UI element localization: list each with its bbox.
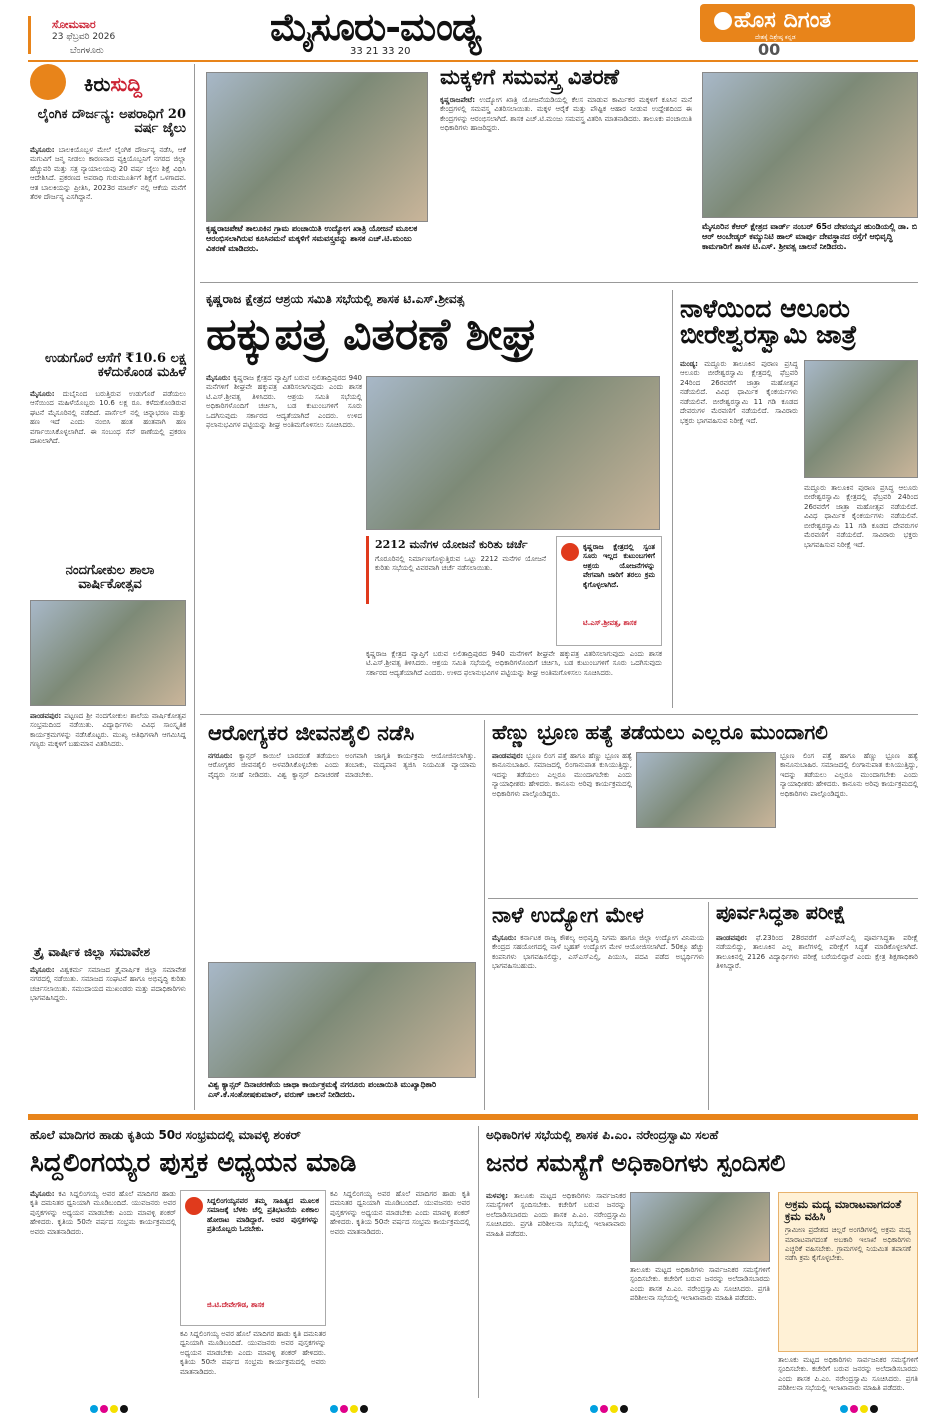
magenta-dot: [600, 1405, 608, 1413]
uniform-distribution-photo: [206, 72, 428, 222]
officials-meeting-photo: [630, 1192, 770, 1262]
story-body-continued: [804, 484, 918, 706]
dateline: ಕೃಷ್ಣರಾಜಪೇಟೆ:: [440, 96, 476, 104]
story-headline[interactable]: ಆರೋಗ್ಯಕರ ಜೀವನಶೈಲಿ ನಡೆಸಿ: [208, 720, 415, 745]
temple-photo: [804, 360, 918, 478]
story-body: [680, 360, 798, 706]
photo-caption: ಮೈಸೂರಿನ ಕೆಆರ್ ಕ್ಷೇತ್ರದ ವಾರ್ಡ್ ನಂಬರ್ 65ರ ದೇವಯ್ಯನ ಹುಂಡಿಯಲ್ಲಿ ಡಾ. ಬಿ ಆರ್ ಅಂಬೇಡ್ಕರ್ ಕಮ್ಯುನಿಟಿ ಹಾಲ್ ಮಾರ್ಪು ದೇವಸ್ಥಾನದ ರಸ್ತೆಗೆ ಆಭಿವೃದ್ಧಿ ಕಾಮಗಾರಿಗೆ ಶಾಸಕ ಟಿ.ಎಸ್. ಶ್ರೀವತ್ಸ ಚಾಲನೆ ನೀಡಿದರು.: [702, 222, 918, 251]
story-body: [206, 374, 362, 704]
story-text: ಫೆ.23ರಿಂದ 28ರವರೆಗೆ ಎಸ್ಎಸ್ಎಲ್ಸಿ ಪೂರ್ವಸಿದ್ಧತಾ ಪರೀಕ್ಷೆ ನಡೆಯಲಿದ್ದು, ತಾಲೂಕಿನ ಎಲ್ಲ ಶಾಲೆಗಳಲ್ಲಿ ಪರೀಕ್ಷೆಗೆ ಸಿದ್ಧತೆ ಮಾಡಿಕೊಳ್ಳಲಾಗಿದೆ. ತಾಲೂಕಿನಲ್ಲಿ 2126 ವಿದ್ಯಾರ್ಥಿಗಳು ಪರೀಕ್ಷೆ ಬರೆಯಲಿದ್ದಾರೆ ಎಂದು ಕ್ಷೇತ್ರ ಶಿಕ್ಷಣಾಧಿಕಾರಿ ತಿಳಿಸಿದ್ದಾರೆ.: [716, 934, 918, 971]
story-text: ಕೃಷ್ಣರಾಜ ಕ್ಷೇತ್ರದ ವ್ಯಾಪ್ತಿಗೆ ಬರುವ ಲಲಿತಾದ್ರಿಪುರದ 940 ಮನೆಗಳಿಗೆ ಶೀಘ್ರವೇ ಹಕ್ಕುಪತ್ರ ವಿತರಿಸಲಾಗುವುದು ಎಂದು ಶಾಸಕ ಟಿ.ಎಸ್.ಶ್ರೀವತ್ಸ ತಿಳಿಸಿದರು. ಆಶ್ರಯ ಸಮಿತಿ ಸಭೆಯಲ್ಲಿ ಅಧಿಕಾರಿಗಳೊಂದಿಗೆ ಚರ್ಚಿಸಿ, ಬಡ ಕುಟುಂಬಗಳಿಗೆ ಸೂರು ಒದಗಿಸುವುದು ಸರ್ಕಾರದ ಆದ್ಯತೆಯಾಗಿದೆ ಎಂದರು. ಉಳಿದ ಫಲಾನುಭವಿಗಳ ಪಟ್ಟಿಯನ್ನು ಶೀಘ್ರ ಅಂತಿಮಗೊಳಿಸಲು ಸೂಚಿಸಿದರು.: [366, 650, 662, 677]
black-dot: [120, 1405, 128, 1413]
story-body: [30, 1190, 176, 1396]
story-body: [486, 1192, 626, 1396]
section-divider: [488, 898, 918, 899]
cyan-dot: [90, 1405, 98, 1413]
column-divider: [708, 902, 709, 1110]
story-text: ತಾಲೂಕು ಮಟ್ಟದ ಅಧಿಕಾರಿಗಳು ಸಾರ್ವಜನಿಕರ ಸಮಸ್ಯೆಗಳಿಗೆ ಸ್ಪಂದಿಸಬೇಕು. ಕಚೇರಿಗೆ ಬರುವ ಜನರನ್ನು ಅಲೆದಾಡಿಸಬಾರದು ಎಂದು ಶಾಸಕ ಪಿ.ಎಂ. ನರೇಂದ್ರಸ್ವಾಮಿ ಸೂಚಿಸಿದರು. ಪ್ರಗತಿ ಪರಿಶೀಲನಾ ಸಭೆಯಲ್ಲಿ ಇಲಾಖಾವಾರು ಮಾಹಿತಿ ಪಡೆದರು.: [486, 1192, 626, 1238]
registration-marks: [590, 1405, 630, 1416]
story-body: [30, 146, 186, 346]
header-rule: [28, 60, 918, 62]
dateline: ಪಾಂಡವಪುರ:: [492, 752, 524, 760]
awareness-photo: [636, 752, 776, 828]
highlight-box: [366, 536, 552, 604]
story-body: [30, 712, 186, 942]
story-text: ಕವಿ ಸಿದ್ದಲಿಂಗಯ್ಯ ಅವರ ಹೊಲೆ ಮಾದಿಗರ ಹಾಡು ಕೃತಿ ದಮನಿತರ ಧ್ವನಿಯಾಗಿ ಮೂಡಿಬಂದಿದೆ. ಯುವಜನರು ಅವರ ಪುಸ್ತಕಗಳನ್ನು ಅಧ್ಯಯನ ಮಾಡಬೇಕು ಎಂದು ಮಾವಳ್ಳಿ ಶಂಕರ್ ಹೇಳಿದರು. ಕೃತಿಯ 50ನೇ ವರ್ಷದ ಸಂಭ್ರಮ ಕಾರ್ಯಕ್ರಮದಲ್ಲಿ ಅವರು ಮಾತನಾಡಿದರು.: [330, 1190, 470, 1236]
story-headline[interactable]: ಹೆಣ್ಣು ಭ್ರೂಣ ಹತ್ಯೆ ತಡೆಯಲು ಎಲ್ಲರೂ ಮುಂದಾಗಲಿ: [492, 720, 828, 744]
sidebar-body: ಗ್ರಾಮೀಣ ಪ್ರದೇಶದ ಚಿಲ್ಲರೆ ಅಂಗಡಿಗಳಲ್ಲಿ ಅಕ್ರಮ ಮದ್ಯ ಮಾರಾಟವಾಗದಂತೆ ಅಬಕಾರಿ ಇಲಾಖೆ ಅಧಿಕಾರಿಗಳು ಎಚ್ಚರಿಕೆ ವಹಿಸಬೇಕು. ಗ್ರಾಮಗಳಲ್ಲಿ ನಿಯಮಿತ ತಪಾಸಣೆ ನಡೆಸಿ ಕ್ರಮ ಕೈಗೊಳ್ಳಬೇಕು.: [785, 1226, 911, 1263]
section-divider: [200, 282, 918, 283]
section-band: [28, 1114, 918, 1120]
column-divider: [194, 64, 195, 1110]
story-headline[interactable]: ನಾಳೆ ಉದ್ಯೋಗ ಮೇಳ: [492, 902, 644, 927]
story-text: ಪಟ್ಟಣದ ಶ್ರೀ ನಂದಗೋಕುಲ ಶಾಲೆಯ ವಾರ್ಷಿಕೋತ್ಸವ ಸಂಭ್ರಮದಿಂದ ನಡೆಯಿತು. ವಿದ್ಯಾರ್ಥಿಗಳು ವಿವಿಧ ಸಾಂಸ್ಕೃತಿಕ ಕಾರ್ಯಕ್ರಮಗಳನ್ನು ನಡೆಸಿಕೊಟ್ಟರು. ಮುಖ್ಯ ಅತಿಥಿಗಳಾಗಿ ಆಗಮಿಸಿದ್ದ ಗಣ್ಯರು ಮಕ್ಕಳಿಗೆ ಬಹುಮಾನ ವಿತರಿಸಿದರು.: [30, 712, 186, 749]
dateline: ಮಂಡ್ಯ:: [680, 360, 698, 368]
story-body-continued: [778, 1356, 918, 1396]
black-dot: [360, 1405, 368, 1413]
box-body: ಗೊರೂರಿನಲ್ಲಿ ನಿರ್ಮಾಣಗೊಳ್ಳುತ್ತಿರುವ ಒಟ್ಟು 2212 ಮನೆಗಳ ಯೋಜನೆ ಕುರಿತು ಸಭೆಯಲ್ಲಿ ವಿವರವಾಗಿ ಚರ್ಚೆ ನಡೆಸಲಾಯಿತು.: [375, 554, 546, 572]
story-text: ಬಾಲಕಿಯೊಬ್ಬಳ ಮೇಲೆ ಲೈಂಗಿಕ ದೌರ್ಜನ್ಯ ನಡೆಸಿ, ಆಕೆ ಮಗುವಿಗೆ ಜನ್ಮ ನೀಡಲು ಕಾರಣನಾದ ವ್ಯಕ್ತಿಯೊಬ್ಬನಿಗೆ ನಗರದ ಜಿಲ್ಲಾ ಹೆಚ್ಚುವರಿ ಮತ್ತು ಸತ್ರ ನ್ಯಾಯಾಲಯವು 20 ವರ್ಷ ಜೈಲು ಶಿಕ್ಷೆ ವಿಧಿಸಿ ಆದೇಶಿಸಿದೆ. ಪ್ರಕರಣದ ಅಪರಾಧಿ ಗುರುಮೂರ್ತಿಗೆ ಶಿಕ್ಷೆಗೆ ಒಳಗಾದವ. ಆತ ಬಾಲಕಿಯನ್ನು ಪ್ರೀತಿಸಿ, 2023ರ ಮಾರ್ಚ್ ನಲ್ಲಿ ಆಕೆಯ ಮನೆಗೆ ತೆರಳಿ ದೌರ್ಜನ್ಯ ಎಸಗಿದ್ದಾನೆ.: [30, 146, 186, 202]
brand-tagline: ದೇಶಕ್ಕೆ ದಿಶ್ರೇಷ್ಠ ಕನ್ನಡ: [755, 34, 796, 41]
column-divider: [672, 290, 673, 708]
story-body-continued: [330, 1190, 470, 1396]
brand-masthead: ಹೊಸ ದಿಗಂತ: [700, 4, 915, 42]
lead-headline[interactable]: ಹಕ್ಕುಪತ್ರ ವಿತರಣೆ ಶೀಘ್ರ: [206, 309, 538, 360]
story-body: [440, 96, 692, 278]
registration-marks: [90, 1405, 130, 1416]
quote-mark-icon: [561, 543, 579, 561]
story-body: [492, 752, 632, 892]
story-text: ಮದ್ದೂರು ತಾಲೂಕಿನ ಪುರಾಣ ಪ್ರಸಿದ್ಧ ಆಲೂರು ಬೀರೇಶ್ವರಸ್ವಾಮಿ ಕ್ಷೇತ್ರದಲ್ಲಿ ಫೆಬ್ರವರಿ 24ರಿಂದ 26ರವರೆಗೆ ಜಾತ್ರಾ ಮಹೋತ್ಸವ ನಡೆಯಲಿದೆ. ವಿವಿಧ ಧಾರ್ಮಿಕ ಕೈಂಕರ್ಯಗಳು ನಡೆಯಲಿವೆ. ಬೀರೇಶ್ವರಸ್ವಾಮಿ 11 ಗಡಿ ಕೂಡದ ದೇವರುಗಳ ಮೆರವಣಿಗೆ ನಡೆಯಲಿದೆ. ಸಾವಿರಾರು ಭಕ್ತರು ಭಾಗವಹಿಸುವ ನಿರೀಕ್ಷೆ ಇದೆ.: [680, 360, 798, 425]
story-text: ಭ್ರೂಣ ಲಿಂಗ ಪತ್ತೆ ಹಾಗೂ ಹೆಣ್ಣು ಭ್ರೂಣ ಹತ್ಯೆ ಕಾನೂನುಬಾಹಿರ. ಸಮಾಜದಲ್ಲಿ ಲಿಂಗಾನುಪಾತ ಕುಸಿಯುತ್ತಿದ್ದು, ಇದನ್ನು ತಡೆಯಲು ಎಲ್ಲರೂ ಮುಂದಾಗಬೇಕು ಎಂದು ನ್ಯಾಯಾಧೀಶರು ಹೇಳಿದರು. ಕಾನೂನು ಅರಿವು ಕಾರ್ಯಕ್ರಮದಲ್ಲಿ ಅಧಿಕಾರಿಗಳು ಪಾಲ್ಗೊಂಡಿದ್ದರು.: [492, 752, 632, 798]
story-text: ಮದ್ದೂರು ತಾಲೂಕಿನ ಪುರಾಣ ಪ್ರಸಿದ್ಧ ಆಲೂರು ಬೀರೇಶ್ವರಸ್ವಾಮಿ ಕ್ಷೇತ್ರದಲ್ಲಿ ಫೆಬ್ರವರಿ 24ರಿಂದ 26ರವರೆಗೆ ಜಾತ್ರಾ ಮಹೋತ್ಸವ ನಡೆಯಲಿದೆ. ವಿವಿಧ ಧಾರ್ಮಿಕ ಕೈಂಕರ್ಯಗಳು ನಡೆಯಲಿವೆ. ಬೀರೇಶ್ವರಸ್ವಾಮಿ 11 ಗಡಿ ಕೂಡದ ದೇವರುಗಳ ಮೆರವಣಿಗೆ ನಡೆಯಲಿದೆ. ಸಾವಿರಾರು ಭಕ್ತರು ಭಾಗವಹಿಸುವ ನಿರೀಕ್ಷೆ ಇದೆ.: [804, 484, 918, 549]
quote-attribution: ಟಿ.ಎಸ್.ಶ್ರೀವತ್ಸ, ಶಾಸಕ: [583, 619, 637, 627]
kiru-label-b: ಸುದ್ದಿ: [110, 72, 143, 96]
dateline: ಮೈಸೂರು:: [30, 1190, 55, 1198]
black-dot: [620, 1405, 628, 1413]
dateline: ಮೈಸೂರು:: [206, 374, 231, 382]
header-date: 23 ಫೆಬ್ರವರಿ 2026: [52, 32, 116, 42]
story-kicker: ಹೊಲೆ ಮಾದಿಗರ ಹಾಡು ಕೃತಿಯ 50ರ ಸಂಭ್ರಮದಲ್ಲಿ ಮಾವಳ್ಳಿ ಶಂಕರ್: [30, 1128, 301, 1142]
story-headline[interactable]: ಜನರ ಸಮಸ್ಯೆಗೆ ಅಧಿಕಾರಿಗಳು ಸ್ಪಂದಿಸಲಿ: [486, 1148, 786, 1177]
story-headline[interactable]: ನಂದಗೋಕುಲ ಶಾಲಾ ವಾರ್ಷಿಕೋತ್ಸವ: [65, 563, 155, 592]
yellow-dot: [110, 1405, 118, 1413]
quote-text: ಕೃಷ್ಣರಾಜ ಕ್ಷೇತ್ರದಲ್ಲಿ ಸ್ವಂತ ಸೂರು ಇಲ್ಲದ ಕುಟುಂಬಗಳಿಗೆ ಆಶ್ರಯ ಯೋಜನೆಗಳನ್ನು ವೇಗವಾಗಿ ಜಾರಿಗೆ ತರಲು ಕ್ರಮ ಕೈಗೊಳ್ಳಲಾಗಿದೆ.: [583, 543, 655, 589]
magenta-dot: [850, 1405, 858, 1413]
dateline: ಮೈಸೂರು:: [30, 390, 55, 398]
story-text: ಉದ್ಯೋಗ ಖಾತ್ರಿ ಯೋಜನೆಯಡಿಯಲ್ಲಿ ಕೆಲಸ ಮಾಡುವ ಕಾರ್ಮಿಕರ ಮಕ್ಕಳಿಗೆ ಕೂಸಿನ ಮನೆ ಕೇಂದ್ರಗಳಲ್ಲಿ ಸಮವಸ್ತ್ರ ವಿತರಿಸಲಾಯಿತು. ಮಕ್ಕಳ ಆರೈಕೆ ಮತ್ತು ಪೌಷ್ಟಿಕ ಆಹಾರ ನೀಡುವ ಉದ್ದೇಶದಿಂದ ಈ ಕೇಂದ್ರಗಳನ್ನು ಆರಂಭಿಸಲಾಗಿದೆ. ಶಾಸಕ ಎಚ್.ಟಿ.ಮಂಜು ಸಮವಸ್ತ್ರ ವಿತರಿಸಿ ಮಾತನಾಡಿದರು. ತಾಲೂಕು ಪಂಚಾಯಿತಿ ಅಧಿಕಾರಿಗಳು ಹಾಜರಿದ್ದರು.: [440, 96, 692, 133]
registration-marks: [840, 1405, 880, 1416]
cyan-dot: [330, 1405, 338, 1413]
story-text: ಕರ್ನಾಟಕ ರಾಜ್ಯ ಕೌಶಲ್ಯ ಅಭಿವೃದ್ಧಿ ನಿಗಮ ಹಾಗೂ ಜಿಲ್ಲಾ ಉದ್ಯೋಗ ವಿನಿಮಯ ಕೇಂದ್ರದ ಸಹಯೋಗದಲ್ಲಿ ನಾಳೆ ಬೃಹತ್ ಉದ್ಯೋಗ ಮೇಳ ಆಯೋಜಿಸಲಾಗಿದೆ. 50ಕ್ಕೂ ಹೆಚ್ಚು ಕಂಪನಿಗಳು ಭಾಗವಹಿಸಲಿದ್ದು, ಎಸ್ಎಸ್ಎಲ್ಸಿ, ಪಿಯುಸಿ, ಪದವಿ ಪಡೆದ ಅಭ್ಯರ್ಥಿಗಳು ಭಾಗವಹಿಸಬಹುದು.: [492, 934, 704, 971]
quote-attribution: ಜಿ.ಟಿ.ದೇವೇಗೌಡ, ಶಾಸಕ: [207, 1301, 265, 1309]
sidebar-box: [778, 1192, 918, 1352]
quote-text: ಸಿದ್ದಲಿಂಗಯ್ಯನವರ ತಮ್ಮ ಸಾಹಿತ್ಯದ ಮೂಲಕ ಸಮಾಜಕ್ಕೆ ಬೆಳಕು ಚೆಲ್ಲಿ ಪ್ರತಿಭಟನೆಯ ಏಕಕಾಲ ಹೋರಾಟ ಮಾಡಿದ್ದಾರೆ. ಅವರ ಪುಸ್ತಕಗಳನ್ನು ಪ್ರತಿಯೊಬ್ಬರು ಓದಬೇಕು.: [207, 1197, 319, 1234]
quote-mark-icon: [185, 1197, 203, 1215]
dateline: ಮೈಸೂರು:: [492, 934, 517, 942]
header-accent-line: [28, 16, 31, 54]
dateline: ಮಳವಳ್ಳಿ:: [486, 1192, 509, 1200]
edition-title: ಮೈಸೂರು-ಮಂಡ್ಯ: [270, 4, 481, 49]
story-kicker: ಕೃಷ್ಣರಾಜ ಕ್ಷೇತ್ರದ ಆಶ್ರಯ ಸಮಿತಿ ಸಭೆಯಲ್ಲಿ ಶಾಸಕ ಟಿ.ಎಸ್.ಶ್ರೀವತ್ಸ: [206, 292, 465, 306]
dateline: ಮೈಸೂರು:: [30, 966, 55, 974]
development-works-photo: [702, 72, 918, 218]
yellow-dot: [350, 1405, 358, 1413]
cancer-day-photo: [208, 962, 476, 1078]
story-text: ವಿಶ್ವಕರ್ಮ ಸಮಾಜದ ತ್ರೈವಾರ್ಷಿಕ ಜಿಲ್ಲಾ ಸಮಾವೇಶ ನಗರದಲ್ಲಿ ನಡೆಯಿತು. ಸಮಾಜದ ಸಂಘಟನೆ ಹಾಗೂ ಅಭಿವೃದ್ಧಿ ಕುರಿತು ಚರ್ಚಿಸಲಾಯಿತು. ಸಮುದಾಯದ ಮುಖಂಡರು ಮತ್ತು ಪದಾಧಿಕಾರಿಗಳು ಭಾಗವಹಿಸಿದ್ದರು.: [30, 966, 186, 1003]
story-text: ತಾಲೂಕು ಮಟ್ಟದ ಅಧಿಕಾರಿಗಳು ಸಾರ್ವಜನಿಕರ ಸಮಸ್ಯೆಗಳಿಗೆ ಸ್ಪಂದಿಸಬೇಕು. ಕಚೇರಿಗೆ ಬರುವ ಜನರನ್ನು ಅಲೆದಾಡಿಸಬಾರದು ಎಂದು ಶಾಸಕ ಪಿ.ಎಂ. ನರೇಂದ್ರಸ್ವಾಮಿ ಸೂಚಿಸಿದರು. ಪ್ರಗತಿ ಪರಿಶೀಲನಾ ಸಭೆಯಲ್ಲಿ ಇಲಾಖಾವಾರು ಮಾಹಿತಿ ಪಡೆದರು.: [778, 1356, 918, 1393]
column-divider: [484, 720, 485, 1110]
story-text: ಕವಿ ಸಿದ್ದಲಿಂಗಯ್ಯ ಅವರ ಹೊಲೆ ಮಾದಿಗರ ಹಾಡು ಕೃತಿ ದಮನಿತರ ಧ್ವನಿಯಾಗಿ ಮೂಡಿಬಂದಿದೆ. ಯುವಜನರು ಅವರ ಪುಸ್ತಕಗಳನ್ನು ಅಧ್ಯಯನ ಮಾಡಬೇಕು ಎಂದು ಮಾವಳ್ಳಿ ಶಂಕರ್ ಹೇಳಿದರು. ಕೃತಿಯ 50ನೇ ವರ್ಷದ ಸಂಭ್ರಮ ಕಾರ್ಯಕ್ರಮದಲ್ಲಿ ಅವರು ಮಾತನಾಡಿದರು.: [180, 1330, 326, 1376]
story-headline[interactable]: ಲೈಂಗಿಕ ದೌರ್ಜನ್ಯ: ಅಪರಾಧಿಗೆ 20 ವರ್ಷ ಜೈಲು: [37, 107, 186, 136]
story-text: ಕವಿ ಸಿದ್ದಲಿಂಗಯ್ಯ ಅವರ ಹೊಲೆ ಮಾದಿಗರ ಹಾಡು ಕೃತಿ ದಮನಿತರ ಧ್ವನಿಯಾಗಿ ಮೂಡಿಬಂದಿದೆ. ಯುವಜನರು ಅವರ ಪುಸ್ತಕಗಳನ್ನು ಅಧ್ಯಯನ ಮಾಡಬೇಕು ಎಂದು ಮಾವಳ್ಳಿ ಶಂಕರ್ ಹೇಳಿದರು. ಕೃತಿಯ 50ನೇ ವರ್ಷದ ಸಂಭ್ರಮ ಕಾರ್ಯಕ್ರಮದಲ್ಲಿ ಅವರು ಮಾತನಾಡಿದರು.: [30, 1190, 176, 1236]
header-city: ಬೆಂಗಳೂರು: [70, 46, 104, 56]
story-headline[interactable]: ಮಕ್ಕಳಿಗೆ ಸಮವಸ್ತ್ರ ವಿತರಣೆ: [440, 64, 619, 89]
quote-box: [180, 1190, 326, 1326]
sidebar-title: ಅಕ್ರಮ ಮದ್ಯ ಮಾರಾಟವಾಗದಂತೆ ಕ್ರಮ ವಹಿಸಿ: [785, 1198, 902, 1223]
story-body: [30, 390, 186, 560]
meeting-photo: [366, 376, 660, 530]
box-title: 2212 ಮನೆಗಳ ಯೋಜನೆ ಕುರಿತು ಚರ್ಚೆ: [375, 538, 528, 551]
cyan-dot: [840, 1405, 848, 1413]
black-dot: [870, 1405, 878, 1413]
story-body-continued: [630, 1266, 770, 1396]
dateline: ನಗರೂರು:: [208, 752, 233, 760]
yellow-dot: [860, 1405, 868, 1413]
story-kicker: ಅಧಿಕಾರಿಗಳ ಸಭೆಯಲ್ಲಿ ಶಾಸಕ ಪಿ.ಎಂ. ನರೇಂದ್ರಸ್ವಾಮಿ ಸಲಹೆ: [486, 1128, 719, 1142]
story-headline[interactable]: ತ್ರೈ ವಾರ್ಷಿಕ ಜಿಲ್ಲಾ ಸಮಾವೇಶ: [34, 945, 151, 959]
story-headline[interactable]: ಉಡುಗೊರೆ ಆಸೆಗೆ ₹10.6 ಲಕ್ಷ ಕಳೆದುಕೊಂಡ ಮಹಿಳೆ: [44, 351, 186, 380]
dateline: ಪಾಂಡವಪುರ:: [716, 934, 748, 942]
story-text: ಕೃಷ್ಣರಾಜ ಕ್ಷೇತ್ರದ ವ್ಯಾಪ್ತಿಗೆ ಬರುವ ಲಲಿತಾದ್ರಿಪುರದ 940 ಮನೆಗಳಿಗೆ ಶೀಘ್ರವೇ ಹಕ್ಕುಪತ್ರ ವಿತರಿಸಲಾಗುವುದು ಎಂದು ಶಾಸಕ ಟಿ.ಎಸ್.ಶ್ರೀವತ್ಸ ತಿಳಿಸಿದರು. ಆಶ್ರಯ ಸಮಿತಿ ಸಭೆಯಲ್ಲಿ ಅಧಿಕಾರಿಗಳೊಂದಿಗೆ ಚರ್ಚಿಸಿ, ಬಡ ಕುಟುಂಬಗಳಿಗೆ ಸೂರು ಒದಗಿಸುವುದು ಸರ್ಕಾರದ ಆದ್ಯತೆಯಾಗಿದೆ ಎಂದರು. ಉಳಿದ ಫಲಾನುಭವಿಗಳ ಪಟ್ಟಿಯನ್ನು ಶೀಘ್ರ ಅಂತಿಮಗೊಳಿಸಲು ಸೂಚಿಸಿದರು.: [206, 374, 362, 430]
story-body-continued: [180, 1330, 326, 1396]
story-headline[interactable]: ಪೂರ್ವಸಿದ್ಧತಾ ಪರೀಕ್ಷೆ: [716, 902, 846, 924]
photo-caption: ಕೃಷ್ಣರಾಜಪೇಟೆ ತಾಲೂಕಿನ ಗ್ರಾಮ ಪಂಚಾಯಿತಿ ಉದ್ಯೋಗ ಖಾತ್ರಿ ಯೋಜನೆ ಮೂಲಕ ಆರಂಭಿಸಲಾಗಿರುವ ಕೂಸಿನಮನೆ ಮಕ್ಕಳಿಗೆ ಸಮವಸ್ತ್ರವನ್ನು ಶಾಸಕ ಎಚ್.ಟಿ.ಮಂಜು ವಿತರಣೆ ಮಾಡಿದರು.: [206, 224, 418, 253]
dateline: ಪಾಂಡವಪುರ:: [30, 712, 62, 720]
column-divider: [478, 1126, 479, 1398]
quote-box: [556, 536, 662, 646]
story-body: [208, 752, 476, 958]
story-headline[interactable]: ನಾಳೆಯಿಂದ ಆಲೂರು ಬೀರೇಶ್ವರಸ್ವಾಮಿ ಜಾತ್ರೆ: [680, 294, 857, 350]
story-text: ಕ್ಯಾನ್ಸರ್ ಕಾಯಿಲೆ ಬಾರದಂತೆ ತಡೆಯಲು ಆರೋಗ್ಯಕರ ಜೀವನಶೈಲಿ ಅಳವಡಿಸಿಕೊಳ್ಳಬೇಕು ಎಂದು ವೈದ್ಯರು ಸಲಹೆ ನೀಡಿದರು. ವಿಶ್ವ ಕ್ಯಾನ್ಸರ್ ದಿನಾಚರಣೆ ಅಂಗವಾಗಿ ಜಾಗೃತಿ ಕಾರ್ಯಕ್ರಮ ಆಯೋಜಿಸಲಾಗಿತ್ತು. ತಂಬಾಕು, ಮದ್ಯಪಾನ ತ್ಯಜಿಸಿ ನಿಯಮಿತ ವ್ಯಾಯಾಮ ಮಾಡಬೇಕು.: [208, 752, 476, 779]
magenta-dot: [340, 1405, 348, 1413]
dateline: ಮೈಸೂರು:: [30, 146, 55, 154]
weather-readout: 33 21 33 20: [350, 46, 411, 57]
yellow-dot: [610, 1405, 618, 1413]
story-text: ಭ್ರೂಣ ಲಿಂಗ ಪತ್ತೆ ಹಾಗೂ ಹೆಣ್ಣು ಭ್ರೂಣ ಹತ್ಯೆ ಕಾನೂನುಬಾಹಿರ. ಸಮಾಜದಲ್ಲಿ ಲಿಂಗಾನುಪಾತ ಕುಸಿಯುತ್ತಿದ್ದು, ಇದನ್ನು ತಡೆಯಲು ಎಲ್ಲರೂ ಮುಂದಾಗಬೇಕು ಎಂದು ನ್ಯಾಯಾಧೀಶರು ಹೇಳಿದರು. ಕಾನೂನು ಅರಿವು ಕಾರ್ಯಕ್ರಮದಲ್ಲಿ ಅಧಿಕಾರಿಗಳು ಪಾಲ್ಗೊಂಡಿದ್ದರು.: [780, 752, 918, 798]
story-body: [716, 934, 918, 1108]
header-day: ಸೋಮವಾರ: [52, 18, 96, 31]
story-body-continued: [366, 650, 662, 706]
kiru-suddi-label: [84, 72, 142, 96]
story-text: ತಾಲೂಕು ಮಟ್ಟದ ಅಧಿಕಾರಿಗಳು ಸಾರ್ವಜನಿಕರ ಸಮಸ್ಯೆಗಳಿಗೆ ಸ್ಪಂದಿಸಬೇಕು. ಕಚೇರಿಗೆ ಬರುವ ಜನರನ್ನು ಅಲೆದಾಡಿಸಬಾರದು ಎಂದು ಶಾಸಕ ಪಿ.ಎಂ. ನರೇಂದ್ರಸ್ವಾಮಿ ಸೂಚಿಸಿದರು. ಪ್ರಗತಿ ಪರಿಶೀಲನಾ ಸಭೆಯಲ್ಲಿ ಇಲಾಖಾವಾರು ಮಾಹಿತಿ ಪಡೆದರು.: [630, 1266, 770, 1303]
story-body: [492, 934, 704, 1108]
story-body-continued: [780, 752, 918, 892]
magenta-dot: [100, 1405, 108, 1413]
school-anniversary-photo: [30, 600, 186, 706]
section-divider: [200, 714, 918, 715]
story-headline[interactable]: ಸಿದ್ದಲಿಂಗಯ್ಯರ ಪುಸ್ತಕ ಅಧ್ಯಯನ ಮಾಡಿ: [30, 1148, 357, 1178]
cyan-dot: [590, 1405, 598, 1413]
brand-logo-icon: [714, 12, 732, 30]
story-text: ದುಬೈನಿಂದ ಬರುತ್ತಿರುವ ಉಡುಗೊರೆ ಪಡೆಯಲು ಆಸೆಯಿಂದ ಮಹಿಳೆಯೊಬ್ಬರು 10.6 ಲಕ್ಷ ರೂ. ಕಳೆದುಕೊಂಡಿರುವ ಘಟನೆ ಮೈಸೂರಿನಲ್ಲಿ ನಡೆದಿದೆ. ಪಾರ್ಸೆಲ್ ನಲ್ಲಿ ಚಿನ್ನಾಭರಣ ಮತ್ತು ಹಣ ಇದೆ ಎಂದು ನಂಬಿಸಿ ಹಂತ ಹಂತವಾಗಿ ಹಣ ವರ್ಗಾಯಿಸಿಕೊಳ್ಳಲಾಗಿದೆ. ಈ ಸಂಬಂಧ ಸೆನ್ ಠಾಣೆಯಲ್ಲಿ ಪ್ರಕರಣ ದಾಖಲಾಗಿದೆ.: [30, 390, 186, 446]
hand-icon: [30, 64, 66, 100]
story-body: [30, 966, 186, 1106]
photo-caption: ವಿಶ್ವ ಕ್ಯಾನ್ಸರ್ ದಿನಾಚರಣೆಯ ಜಾಥಾ ಕಾರ್ಯಕ್ರಮಕ್ಕೆ ನಗರೂರು ಪಂಚಾಯಿತಿ ಮುಖ್ಯಾಧಿಕಾರಿ ಎಸ್.ಕೆ.ಸಂತೋಷಕುಮಾರ್, ವರುಣ್ ಚಾಲನೆ ನೀಡಿದರು.: [208, 1080, 437, 1099]
page-number: 00: [758, 40, 781, 59]
registration-marks: [330, 1405, 370, 1416]
kiru-label-a: ಕಿರು: [84, 72, 111, 96]
